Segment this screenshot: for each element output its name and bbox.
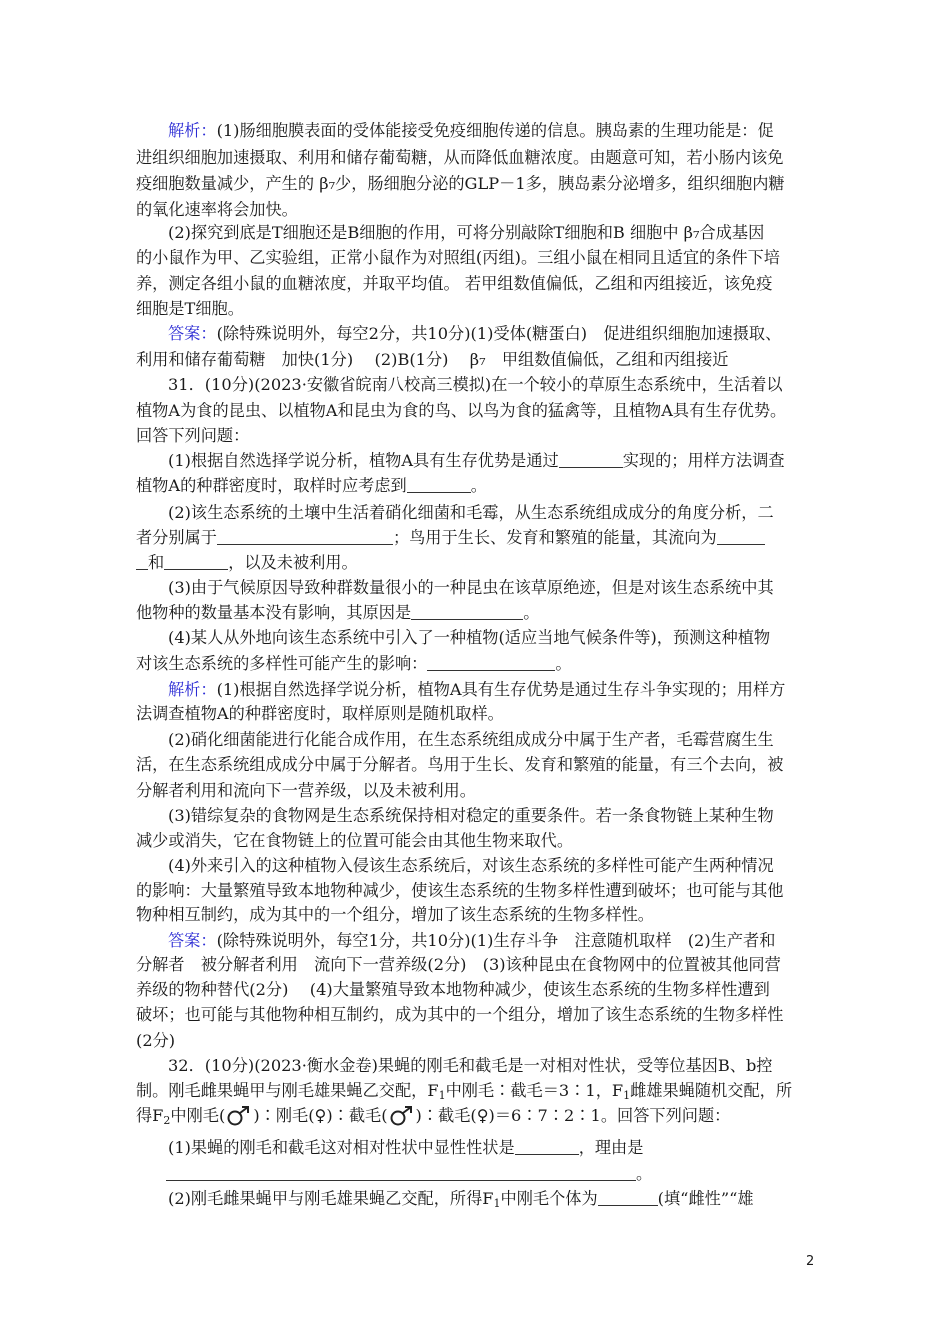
answer-blank[interactable] [598,1188,658,1206]
q32-stem-text: )∶截毛(♀)＝6∶7∶2∶1。回答下列问题： [415,1106,731,1125]
q31-sub1-line [136,473,816,499]
q32-sub1-text: 。 [636,1164,653,1183]
q32-stem-line [136,1078,816,1104]
male-symbol-icon [389,1105,415,1127]
answer-label: 答案： [168,324,217,343]
q31-sub2-text: 和 [148,553,165,572]
q31-answer-line: (2分) [136,1031,176,1050]
q30-analysis-line: 细胞是T细胞。 [136,299,244,318]
q31-sub1-line [168,448,816,474]
q31-sub4-text: 。 [555,654,572,673]
q31-analysis-line: 物种相互制约，成为其中的一个组分，增加了该生态系统的生物多样性。 [136,905,654,924]
q31-analysis-line: 活，在生态系统组成成分中属于分解者。鸟用于生长、发育和繁殖的能量，有三个去向，被 [136,755,784,774]
q31-answer-text: (除特殊说明外，每空1分，共10分)(1)生存斗争 注意随机取样 (2)生产者和 [216,931,776,950]
q31-sub2-line [136,550,816,576]
q32-stem-text: )∶刚毛(♀)∶截毛( [253,1106,388,1125]
q30-answer-line: 利用和储存葡萄糖 加快(1分) (2)B(1分) β₇ 甲组数值偏低，乙组和丙组接近 [136,350,729,369]
answer-blank[interactable] [164,552,228,570]
q30-analysis-line: (2)探究到底是T细胞还是B细胞的作用，可将分别敲除T细胞和B 细胞中 β₇合成基因 [168,223,765,242]
q32-sub2-text: (2)刚毛雌果蝇甲与刚毛雄果蝇乙交配，所得F [168,1189,494,1208]
q30-answer-text: (除特殊说明外，每空2分，共10分)(1)受体(糖蛋白) 促进组织细胞加速摄取、 [216,324,782,343]
subscript: 1 [493,1197,501,1210]
q31-answer-line: 破坏；也可能与其他物种相互制约，成为其中的一个组分，增加了该生态系统的生物多样性 [136,1005,784,1024]
q31-analysis-line: (3)错综复杂的食物网是生态系统保持相对稳定的重要条件。若一条食物链上某种生物 [168,806,774,825]
q31-sub2-line: (2)该生态系统的土壤中生活着硝化细菌和毛霉，从生态系统组成成分的角度分析，二 [168,503,774,522]
q32-sub2-line [168,1186,816,1212]
subscript: 2 [163,1114,171,1127]
q31-sub1-text: (1)根据自然选择学说分析，植物A具有生存优势是通过 [168,451,559,470]
q31-stem-line: 植物A为食的昆虫、以植物A和昆虫为食的鸟、以鸟为食的猛禽等，且植物A具有生存优势。 [136,401,787,420]
q31-sub2-text: ；鸟用于生长、发育和繁殖的能量，其流向为 [392,528,717,547]
q31-analysis-line: (2)硝化细菌能进行化能合成作用，在生态系统组成成分中属于生产者，毛霉营腐生生 [168,730,774,749]
q32-sub1-text: (1)果蝇的刚毛和截毛这对相对性状中显性性状是 [168,1138,515,1157]
q31-analysis-line: (4)外来引入的这种植物入侵该生态系统后，对该生态系统的多样性可能产生两种情况 [168,856,774,875]
q31-analysis-line: 法调查植物A的种群密度时，取样原则是随机取样。 [136,704,504,723]
page-number: 2 [806,1254,815,1269]
q31-sub2-line [136,525,816,551]
q31-analysis-line [168,677,816,703]
q32-sub1-line [136,1161,816,1187]
q32-sub2-text: 中刚毛个体为 [500,1189,598,1208]
q32-stem-line [136,1103,816,1135]
q30-answer-line [168,321,816,347]
q32-stem-text: 得F [136,1106,164,1125]
q31-sub4-line: (4)某人从外地向该生态系统中引入了一种植物(适应当地气候条件等)，预测这种植物 [168,628,771,647]
answer-blank[interactable] [166,1163,636,1181]
q32-sub2-text: (填“雌性”“雄 [657,1189,754,1208]
subscript: 1 [438,1089,446,1102]
answer-label: 答案： [168,931,217,950]
q31-sub2-text: 者分别属于 [136,528,217,547]
q31-sub4-text: 对该生态系统的多样性可能产生的影响： [136,654,428,673]
q32-sub1-line [168,1135,816,1161]
answer-blank[interactable] [427,653,555,671]
q30-analysis-line [168,118,816,144]
q31-sub1-text: 实现的；用样方法调查 [622,451,785,470]
q30-analysis-text: (1)肠细胞膜表面的受体能接受免疫细胞传递的信息。胰岛素的生理功能是：促 [216,121,774,140]
q31-answer-line: 养级的物种替代(2分) (4)大量繁殖导致本地物种减少，使该生态系统的生物多样性遭到 [136,980,770,999]
q31-analysis-line: 减少或消失，它在食物链上的位置可能会由其他生物来取代。 [136,831,574,850]
q31-analysis-line: 的影响：大量繁殖导致本地物种减少，使该生态系统的生物多样性遭到破坏；也可能与其他 [136,881,784,900]
analysis-label: 解析： [168,680,217,699]
answer-blank[interactable] [515,1137,579,1155]
q30-analysis-line: 的小鼠作为甲、乙实验组，正常小鼠作为对照组(丙组)。三组小鼠在相同且适宜的条件下培 [136,248,780,267]
answer-blank[interactable] [136,552,148,570]
q30-analysis-line: 养，测定各组小鼠的血糖浓度，并取平均值。 若甲组数值偏低，乙组和丙组接近，该免疫 [136,274,773,293]
q30-analysis-line: 进组织细胞加速摄取、利用和储存葡萄糖，从而降低血糖浓度。由题意可知，若小肠内该免 [136,148,784,167]
q31-sub3-line: (3)由于气候原因导致种群数量很小的一种昆虫在该草原绝迹，但是对该生态系统中其 [168,578,774,597]
subscript: 1 [623,1089,631,1102]
answer-blank[interactable] [559,450,623,468]
q31-sub4-line [136,651,816,677]
q31-sub3-text: 他物种的数量基本没有影响，其原因是 [136,603,412,622]
q31-sub3-line [136,600,816,626]
q31-sub1-text: 。 [470,476,487,495]
q31-stem-line: 31．(10分)(2023·安徽省皖南八校高三模拟)在一个较小的草原生态系统中，生活着以 [168,375,783,394]
q31-stem-line: 回答下列问题： [136,426,250,445]
q31-sub2-text: ，以及未被利用。 [228,553,358,572]
answer-blank[interactable] [217,527,393,545]
q30-analysis-line: 的氧化速率将会加快。 [136,200,298,219]
q31-answer-line [168,928,816,954]
answer-blank[interactable] [407,475,471,493]
q32-stem-text: 雌雄果蝇随机交配，所 [630,1081,793,1100]
q31-sub1-text: 植物A的种群密度时，取样时应考虑到 [136,476,407,495]
q31-analysis-line: 分解者利用和流向下一营养级，以及未被利用。 [136,781,476,800]
q32-stem-text: 制。刚毛雌果蝇甲与刚毛雄果蝇乙交配，F [136,1081,439,1100]
answer-blank[interactable] [717,527,765,545]
q31-sub3-text: 。 [523,603,540,622]
q31-analysis-text: (1)根据自然选择学说分析，植物A具有生存优势是通过生存斗争实现的；用样方 [216,680,786,699]
q30-analysis-line: 疫细胞数量减少，产生的 β₇少，肠细胞分泌的GLP－1多，胰岛素分泌增多，组织细胞内糖 [136,174,785,193]
answer-blank[interactable] [411,602,523,620]
male-symbol-icon [226,1105,252,1127]
q32-stem-text: 中刚毛( [170,1106,226,1125]
q31-answer-line: 分解者 被分解者利用 流向下一营养级(2分) (3)该种昆虫在食物网中的位置被其他同营 [136,955,781,974]
q32-stem-line: 32．(10分)(2023·衡水金卷)果蝇的刚毛和截毛是一对相对性状，受等位基因B、b控 [168,1056,773,1075]
q32-stem-text: 中刚毛∶截毛＝3∶1，F [445,1081,624,1100]
analysis-label: 解析： [168,121,217,140]
q32-sub1-text: ，理由是 [578,1138,644,1157]
